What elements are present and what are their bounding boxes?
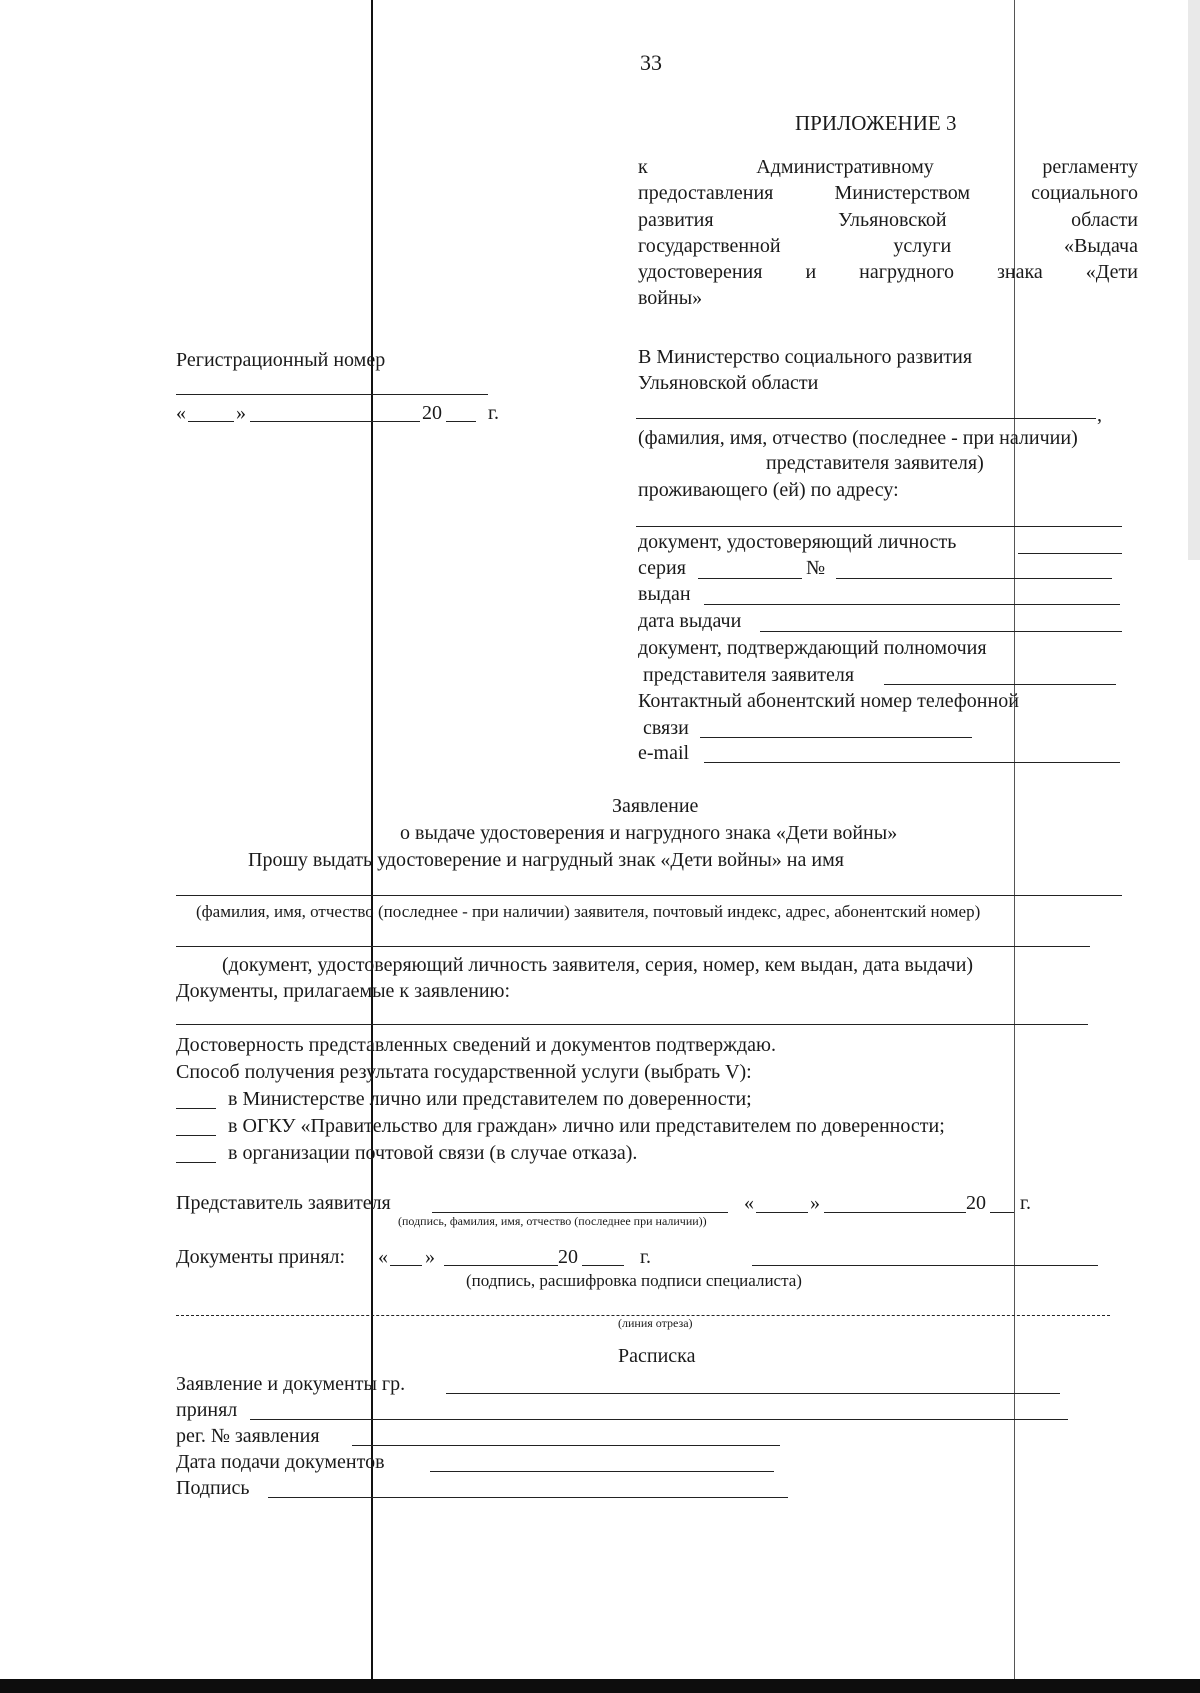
attached-documents-field[interactable] xyxy=(176,1024,1088,1025)
ref-word: социального xyxy=(1031,182,1138,205)
issue-date-label: дата выдачи xyxy=(638,610,742,632)
issued-by-field[interactable] xyxy=(704,604,1120,605)
scan-bottom-bar xyxy=(0,1679,1200,1693)
acc-date-month-field[interactable] xyxy=(444,1265,558,1266)
addressee-line2: Ульяновской области xyxy=(638,372,819,394)
receipt-reg-number-field[interactable] xyxy=(352,1445,780,1446)
application-request: Прошу выдать удостоверение и нагрудный знак «Дети войны» на имя xyxy=(248,849,844,871)
phone-field[interactable] xyxy=(700,737,972,738)
applicant-details-field[interactable] xyxy=(176,895,1122,896)
regulation-reference xyxy=(638,154,1138,312)
registration-number-field[interactable] xyxy=(176,394,488,395)
receipt-submit-date-field[interactable] xyxy=(430,1471,774,1472)
representative-signature-label: Представитель заявителя xyxy=(176,1192,391,1214)
application-title: Заявление xyxy=(612,795,699,817)
ref-word: к xyxy=(638,156,648,178)
receipt-line-accepted: принял xyxy=(176,1399,238,1421)
appendix-title: ПРИЛОЖЕНИЕ 3 xyxy=(795,111,957,135)
receipt-signature-field[interactable] xyxy=(268,1497,788,1498)
confirmation-text: Достоверность представленных сведений и документов подтверждаю. xyxy=(176,1034,776,1056)
sig-date-close-quote: » xyxy=(810,1192,820,1214)
representative-name-field[interactable] xyxy=(636,418,1096,419)
number-sign: № xyxy=(806,557,826,579)
ref-word: «Выдача xyxy=(1064,234,1138,257)
reg-year-suffix: г. xyxy=(488,402,499,424)
email-field[interactable] xyxy=(704,762,1120,763)
result-method-label: Способ получения результата государственной услуги (выбрать V): xyxy=(176,1061,752,1083)
accepted-by-caption: (подпись, расшифровка подписи специалиста) xyxy=(466,1271,802,1290)
representative-name-caption: (фамилия, имя, отчество (последнее - при наличии) xyxy=(638,427,1078,449)
receipt-title: Расписка xyxy=(618,1345,696,1367)
issued-by-label: выдан xyxy=(638,583,691,605)
id-document-label: документ, удостоверяющий личность xyxy=(638,531,957,553)
ref-word: Министерством xyxy=(834,182,971,205)
receipt-accepted-field[interactable] xyxy=(250,1419,1068,1420)
attached-documents-label: Документы, прилагаемые к заявлению: xyxy=(176,980,511,1002)
authority-document-field[interactable] xyxy=(884,684,1116,685)
sig-date-day-field[interactable] xyxy=(756,1212,808,1213)
option-ogku: в ОГКУ «Правительство для граждан» лично или представителем по доверенности; xyxy=(228,1115,945,1137)
option-checkbox-ministry[interactable] xyxy=(176,1108,216,1109)
reg-date-month-field[interactable] xyxy=(250,421,420,422)
ref-word: государственной xyxy=(638,234,781,257)
ref-word: «Дети xyxy=(1085,261,1138,284)
accepted-by-signature-field[interactable] xyxy=(752,1265,1098,1266)
reg-year-prefix: 20 xyxy=(422,402,442,424)
addressee-comma: , xyxy=(1097,404,1102,426)
reg-year-field[interactable] xyxy=(446,421,476,422)
ref-word: Ульяновской xyxy=(838,208,947,231)
ref-word: Административному xyxy=(756,156,934,178)
receipt-line-applicant: Заявление и документы гр. xyxy=(176,1373,406,1395)
ref-word: нагрудного xyxy=(859,261,954,284)
option-post: в организации почтовой связи (в случае отказа). xyxy=(228,1142,638,1164)
sig-date-open-quote: « xyxy=(744,1192,754,1214)
acc-year-prefix: 20 xyxy=(558,1246,578,1268)
ref-word: удостоверения xyxy=(638,261,763,284)
representative-signature-caption: (подпись, фамилия, имя, отчество (последнее при наличии)) xyxy=(398,1214,707,1228)
reg-date-day-field[interactable] xyxy=(188,421,234,422)
series-label: серия xyxy=(638,557,686,579)
cut-line-label: (линия отреза) xyxy=(618,1316,693,1330)
receipt-line-submit-date: Дата подачи документов xyxy=(176,1451,385,1473)
ref-word: и xyxy=(805,261,817,284)
page-number: 33 xyxy=(640,50,662,75)
issue-date-field[interactable] xyxy=(760,631,1122,632)
representative-caption2: представителя заявителя) xyxy=(766,452,984,474)
receipt-line-reg-number: рег. № заявления xyxy=(176,1425,320,1447)
address-field[interactable] xyxy=(636,526,1122,527)
acc-year-suffix: г. xyxy=(640,1246,651,1268)
authority-document-label: документ, подтверждающий полномочия xyxy=(638,637,987,659)
applicant-details-caption: (фамилия, имя, отчество (последнее - при наличии) заявителя, почтовый индекс, адрес, абонентский номер) xyxy=(196,902,981,921)
reg-date-close-quote: » xyxy=(236,402,246,424)
acc-date-open-quote: « xyxy=(378,1246,388,1268)
option-checkbox-post[interactable] xyxy=(176,1162,216,1163)
ref-word: регламенту xyxy=(1042,156,1138,178)
email-label: e-mail xyxy=(638,742,690,764)
acc-year-field[interactable] xyxy=(582,1265,624,1266)
residence-label: проживающего (ей) по адресу: xyxy=(638,479,899,501)
ref-word: знака xyxy=(997,261,1043,284)
option-checkbox-ogku[interactable] xyxy=(176,1135,216,1136)
sig-year-suffix: г. xyxy=(1020,1192,1031,1214)
phone-label2: связи xyxy=(643,717,689,739)
authority-document-label2: представителя заявителя xyxy=(643,664,855,686)
phone-label: Контактный абонентский номер телефонной xyxy=(638,690,1019,712)
application-subtitle: о выдаче удостоверения и нагрудного знака «Дети войны» xyxy=(400,822,898,844)
scan-vertical-line-left xyxy=(371,0,373,1693)
acc-date-close-quote: » xyxy=(425,1246,435,1268)
scan-edge-stripe xyxy=(1188,0,1200,560)
number-field[interactable] xyxy=(836,578,1112,579)
reg-date-open-quote: « xyxy=(176,402,186,424)
id-document-field[interactable] xyxy=(1018,553,1122,554)
addressee-line1: В Министерство социального развития xyxy=(638,346,973,368)
sig-year-field[interactable] xyxy=(990,1212,1014,1213)
ref-word: предоставления xyxy=(638,182,774,205)
series-field[interactable] xyxy=(698,578,802,579)
option-ministry: в Министерстве лично или представителем по доверенности; xyxy=(228,1088,752,1110)
registration-label: Регистрационный номер xyxy=(176,349,386,371)
ref-word: войны» xyxy=(638,287,703,310)
accepted-by-label: Документы принял: xyxy=(176,1246,346,1268)
applicant-document-caption: (документ, удостоверяющий личность заявителя, серия, номер, кем выдан, дата выдачи) xyxy=(222,954,974,976)
acc-date-day-field[interactable] xyxy=(390,1265,422,1266)
representative-signature-field[interactable] xyxy=(432,1212,728,1213)
receipt-applicant-field[interactable] xyxy=(446,1393,1060,1394)
sig-year-prefix: 20 xyxy=(966,1192,986,1214)
receipt-line-signature: Подпись xyxy=(176,1477,250,1499)
applicant-document-field[interactable] xyxy=(176,946,1090,947)
ref-word: области xyxy=(1071,208,1138,231)
ref-word: услуги xyxy=(893,234,952,257)
ref-word: развития xyxy=(638,208,714,231)
sig-date-month-field[interactable] xyxy=(824,1212,966,1213)
